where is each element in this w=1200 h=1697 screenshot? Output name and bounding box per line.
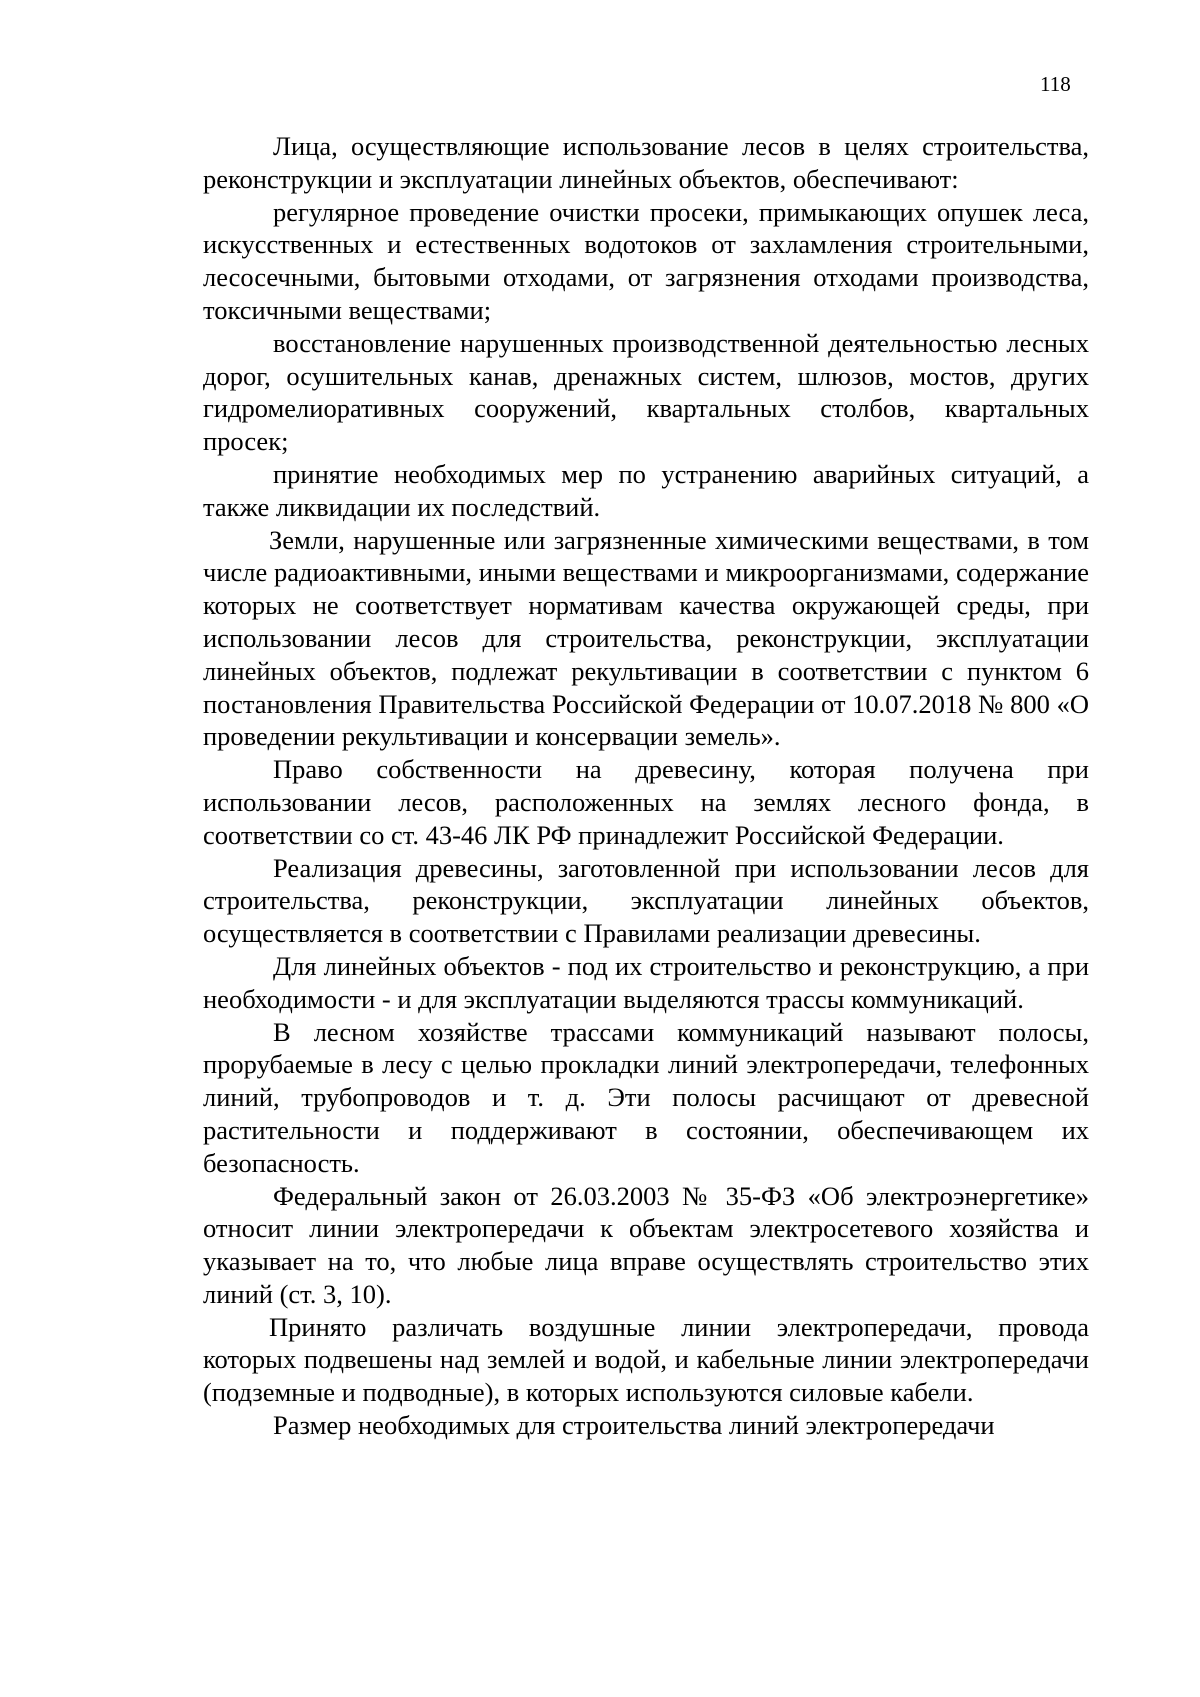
- paragraph: Право собственности на древесину, которая получена при использовании лесов, расположенных на землях лесного фонда, в соответствии со ст. 43-46 ЛК РФ принадлежит Российской Федерации.: [203, 754, 1089, 850]
- paragraph: В лесном хозяйстве трассами коммуникаций называют полосы, прорубаемые в лесу с целью прокладки линий электропередачи, телефонных линий, трубопроводов и т. д. Эти полосы расчищают от древесной растительности и поддерживают в состоянии, обеспечивающем их безопасность.: [203, 1016, 1089, 1178]
- document-body: [203, 130, 1089, 1442]
- paragraph: Принято различать воздушные линии электропередачи, провода которых подвешены над землей и водой, и кабельные линии электропередачи (подземные и подводные), в которых используются силовые кабели.: [203, 1311, 1089, 1408]
- paragraph: Реализация древесины, заготовленной при использовании лесов для строительства, реконструкции, эксплуатации линейных объектов, осуществляется в соответствии с Правилами реализации древесины.: [203, 852, 1089, 949]
- paragraph: принятие необходимых мер по устранению аварийных ситуаций, а также ликвидации их последствий.: [203, 458, 1089, 522]
- paragraph: регулярное проведение очистки просеки, примыкающих опушек леса, искусственных и естественных водотоков от захламления строительными, лесосечными, бытовыми отходами, от загрязнения отходами производства, токсичными веществами;: [203, 196, 1089, 325]
- paragraph: Для линейных объектов - под их строительство и реконструкцию, а при необходимости - и для эксплуатации выделяются трассы коммуникаций.: [203, 950, 1089, 1014]
- paragraph: восстановление нарушенных производственной деятельностью лесных дорог, осушительных канав, дренажных систем, шлюзов, мостов, других гидромелиоративных сооружений, квартальных столбов, квартальных просек;: [203, 327, 1089, 457]
- paragraph: Лица, осуществляющие использование лесов в целях строительства, реконструкции и эксплуатации линейных объектов, обеспечивают:: [203, 131, 1089, 194]
- page-number: 118: [1040, 72, 1071, 96]
- paragraph: Федеральный закон от 26.03.2003 № 35-ФЗ «Об электроэнергетике» относит линии электропередачи к объектам электросетевого хозяйства и указывает на то, что любые лица вправе осуществлять строительство этих линий (ст. 3, 10).: [203, 1180, 1089, 1309]
- paragraph: Размер необходимых для строительства линий электропередачи: [273, 1410, 995, 1441]
- paragraph: Земли, нарушенные или загрязненные химическими веществами, в том числе радиоактивными, иными веществами и микроорганизмами, содержание которых не соответствует нормативам качества окружающей среды, при использовании лесов для строительства, реконструкции, эксплуатации линейных объектов, подлежат рекультивации в соответствии с пунктом 6 постановления Правительства Российской Федерации от 10.07.2018 № 800 «О проведении рекультивации и консервации земель».: [203, 524, 1089, 752]
